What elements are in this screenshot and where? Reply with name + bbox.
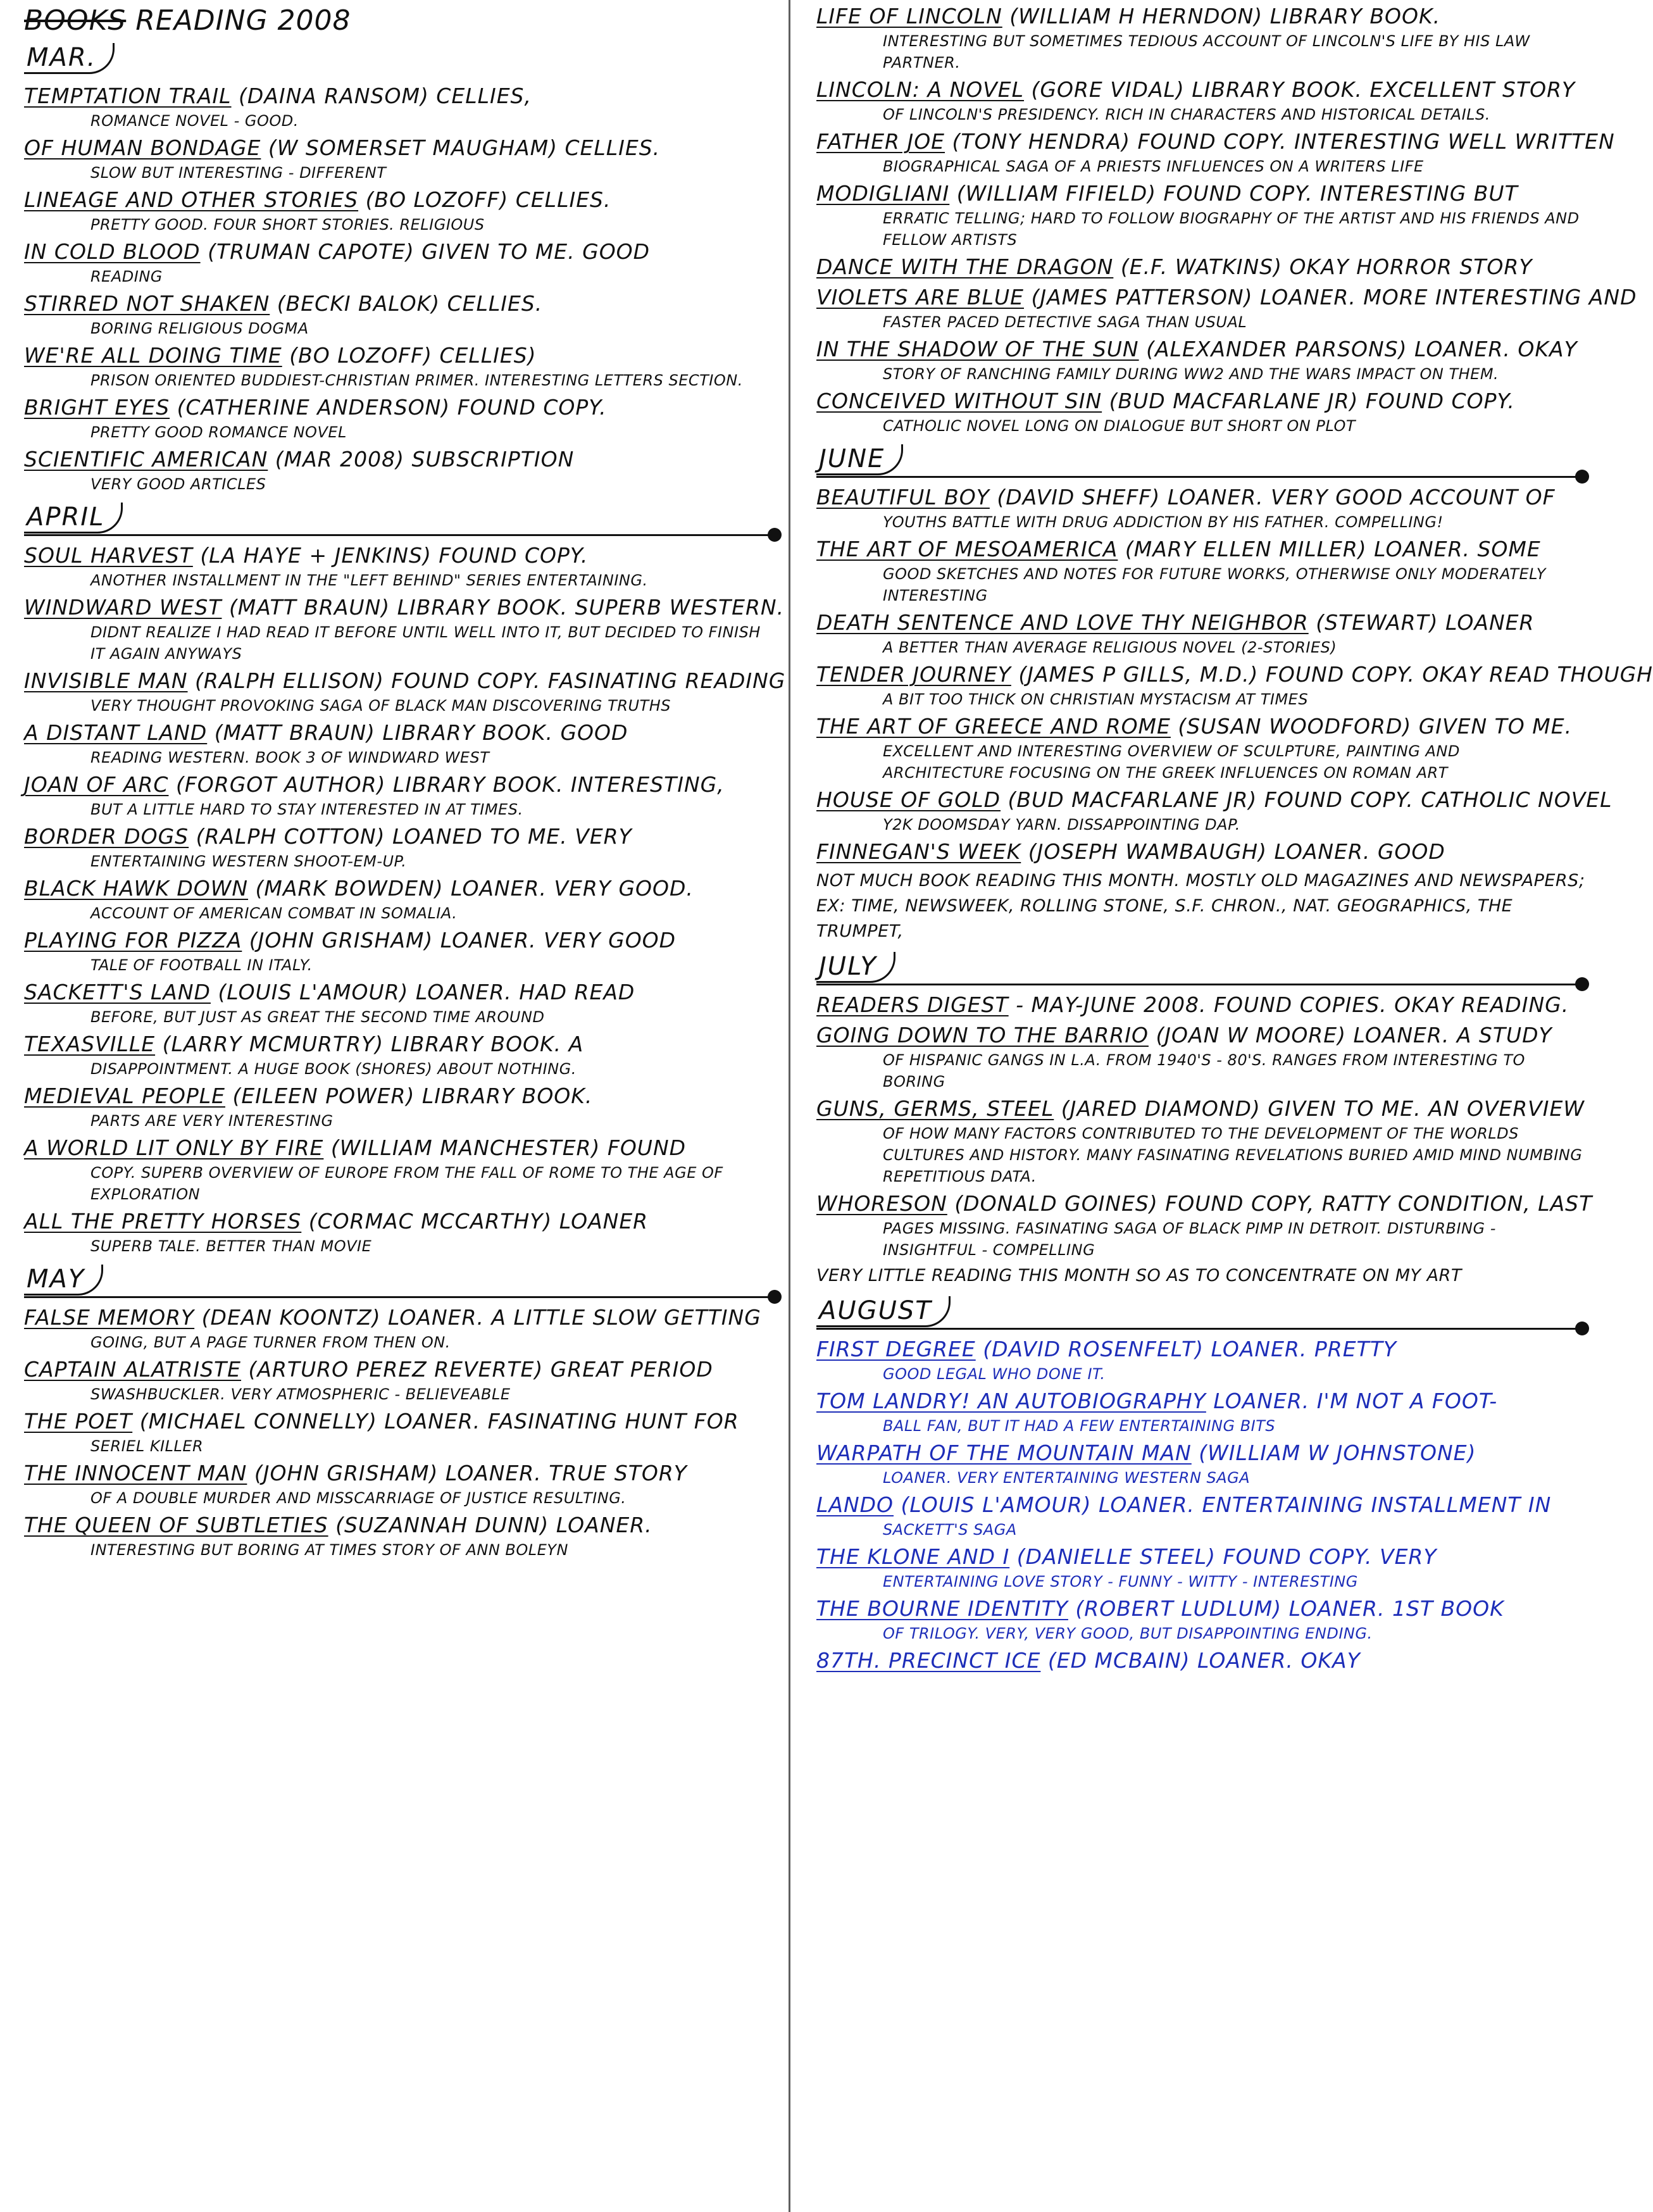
book-title: GOING DOWN TO THE BARRIO <box>816 1023 1149 1047</box>
entry-line <box>24 394 782 422</box>
entry-line <box>24 446 782 473</box>
book-entry <box>24 1304 782 1353</box>
entry-line <box>24 1408 782 1435</box>
book-entry <box>24 82 782 132</box>
entry-line <box>816 786 1612 814</box>
book-details: (BO LOZOFF) CELLIES. <box>365 187 611 213</box>
book-details: (MAR 2008) SUBSCRIPTION <box>275 447 575 472</box>
entry-line <box>816 838 1589 866</box>
entry-line <box>816 3 1589 30</box>
book-title: LINEAGE AND OTHER STORIES <box>24 187 359 213</box>
book-note: BORING RELIGIOUS DOGMA <box>90 320 309 338</box>
entry-line <box>24 342 782 370</box>
book-entry <box>816 609 1589 658</box>
entry-line <box>24 875 782 903</box>
book-title: TENDER JOURNEY <box>816 662 1011 687</box>
book-title: FALSE MEMORY <box>24 1305 195 1330</box>
book-entry <box>816 128 1615 177</box>
book-title: LINCOLN: A NOVEL <box>816 77 1025 102</box>
entry-line <box>24 1208 782 1235</box>
entry-line <box>816 128 1615 156</box>
book-entry <box>816 786 1612 835</box>
month-section <box>24 499 786 1257</box>
book-note: INTERESTING BUT BORING AT TIMES STORY OF ANN BOLEYN <box>90 1541 568 1559</box>
book-note: READING WESTERN. BOOK 3 OF WINDWARD WEST <box>90 749 490 767</box>
month-rule-dot <box>1575 977 1589 991</box>
book-note: PRETTY GOOD. FOUR SHORT STORIES. RELIGIOUS <box>90 216 485 234</box>
book-title: IN THE SHADOW OF THE SUN <box>816 337 1139 361</box>
book-title: THE BOURNE IDENTITY <box>816 1596 1068 1621</box>
book-note: ENTERTAINING WESTERN SHOOT-EM-UP. <box>90 853 407 871</box>
book-note: TALE OF FOOTBALL IN ITALY. <box>90 956 313 975</box>
book-title: THE KLONE AND I <box>816 1544 1010 1569</box>
entry-line <box>24 290 782 318</box>
right-column <box>804 0 1653 2212</box>
book-note: OF HOW MANY FACTORS CONTRIBUTED TO THE DEVELOPMENT OF THE WORLDS CULTURES AND HISTORY. MANY FASINATING REVELATIONS BURIED AMID MIND NUMBING REPETITIOUS DATA. <box>883 1125 1583 1185</box>
book-details: (WILLIAM FIFIELD) FOUND COPY. INTERESTING BUT <box>956 181 1518 206</box>
month-rule-line <box>24 1296 777 1298</box>
month-rule-dot <box>1575 1322 1589 1335</box>
book-entry <box>24 1408 782 1457</box>
book-note: GOOD LEGAL WHO DONE IT. <box>883 1365 1106 1383</box>
book-entry <box>24 542 782 591</box>
book-title: ALL THE PRETTY HORSES <box>24 1209 302 1234</box>
month-remark: NOT MUCH BOOK READING THIS MONTH. MOSTLY OLD MAGAZINES AND NEWSPAPERS; EX: TIME, NEWSWEEK, ROLLING STONE, S.F. CHRON., NAT. GEOGRAPHICS, THE TRUMPET, <box>816 871 1585 941</box>
book-entry <box>24 238 782 287</box>
book-details: (JOHN GRISHAM) LOANER. VERY GOOD <box>249 928 677 953</box>
book-title: 87TH. PRECINCT ICE <box>816 1648 1041 1673</box>
book-entry <box>816 838 1589 866</box>
month-rule-line <box>24 534 777 536</box>
entry-line <box>24 1304 782 1332</box>
month-heading <box>816 948 1589 989</box>
book-note: SUPERB TALE. BETTER THAN MOVIE <box>90 1237 372 1256</box>
entry-line <box>816 387 1589 415</box>
book-title: DANCE WITH THE DRAGON <box>816 254 1114 279</box>
book-entry <box>816 1491 1589 1540</box>
book-details: (ED MCBAIN) LOANER. OKAY <box>1047 1648 1361 1673</box>
book-note: READING <box>90 268 163 286</box>
book-details: (JAMES P GILLS, M.D.) FOUND COPY. OKAY READ THOUGH <box>1018 662 1653 687</box>
book-note: OF A DOUBLE MURDER AND MISSCARRIAGE OF JUSTICE RESULTING. <box>90 1489 627 1508</box>
entry-line <box>24 1082 782 1110</box>
book-details: (STEWART) LOANER <box>1316 610 1535 635</box>
book-title: WARPATH OF THE MOUNTAIN MAN <box>816 1440 1192 1465</box>
book-title: CONCEIVED WITHOUT SIN <box>816 389 1102 413</box>
book-details: (LARRY MCMURTRY) LIBRARY BOOK. A <box>162 1032 584 1057</box>
book-entry <box>816 387 1589 437</box>
book-title: BRIGHT EYES <box>24 395 170 420</box>
month-label: MAY <box>24 1265 103 1296</box>
entry-line <box>816 1095 1589 1123</box>
book-entry <box>24 1082 782 1132</box>
entry-line <box>816 484 1589 511</box>
book-entry <box>816 1387 1589 1437</box>
book-note: PRISON ORIENTED BUDDIEST-CHRISTIAN PRIMER. INTERESTING LETTERS SECTION. <box>90 372 743 390</box>
book-details: LOANER. I'M NOT A FOOT- <box>1213 1389 1498 1413</box>
book-entry <box>816 1439 1589 1489</box>
book-entry <box>816 661 1653 710</box>
book-entry <box>816 284 1637 333</box>
book-note: OF TRILOGY. VERY, VERY GOOD, BUT DISAPPOINTING ENDING. <box>883 1625 1373 1642</box>
book-note: OF LINCOLN'S PRESIDENCY. RICH IN CHARACTERS AND HISTORICAL DETAILS. <box>883 106 1490 123</box>
book-details: (DONALD GOINES) FOUND COPY, RATTY CONDITION, LAST <box>954 1191 1593 1216</box>
entry-line <box>24 186 782 214</box>
book-entry <box>816 3 1589 73</box>
entry-line <box>816 1595 1589 1623</box>
book-title: PLAYING FOR PIZZA <box>24 928 242 953</box>
book-note: BALL FAN, BUT IT HAD A FEW ENTERTAINING BITS <box>883 1417 1276 1435</box>
book-entry <box>816 76 1589 125</box>
book-details: (RALPH ELLISON) FOUND COPY. FASINATING READING <box>195 668 786 694</box>
entry-line <box>24 594 785 622</box>
entry-line <box>816 1543 1589 1571</box>
entry-line <box>816 76 1589 104</box>
month-label: APRIL <box>24 503 123 534</box>
book-details: (BO LOZOFF) CELLIES) <box>289 343 537 368</box>
entry-line <box>816 1439 1589 1467</box>
left-column <box>0 0 786 2212</box>
book-details: (CATHERINE ANDERSON) FOUND COPY. <box>177 395 607 420</box>
entry-line <box>24 667 786 695</box>
month-heading <box>816 1292 1589 1333</box>
book-note: PARTS ARE VERY INTERESTING <box>90 1112 334 1130</box>
struck-header-word: BOOKS <box>24 4 127 37</box>
book-title: LIFE OF LINCOLN <box>816 4 1002 28</box>
book-entry <box>24 823 782 872</box>
book-note: A BIT TOO THICK ON CHRISTIAN MYSTACISM AT TIMES <box>883 690 1309 708</box>
book-details: (MARY ELLEN MILLER) LOANER. SOME <box>1125 537 1541 561</box>
book-entry <box>816 253 1589 281</box>
book-details: (DEAN KOONTZ) LOANER. A LITTLE SLOW GETTING <box>201 1305 761 1330</box>
book-details: (DANIELLE STEEL) FOUND COPY. VERY <box>1016 1544 1437 1569</box>
book-title: READERS DIGEST <box>816 992 1009 1017</box>
month-rule-dot <box>1575 470 1589 484</box>
book-note: SLOW BUT INTERESTING - DIFFERENT <box>90 164 387 182</box>
entry-line <box>816 1190 1593 1218</box>
book-details: (WILLIAM H HERNDON) LIBRARY BOOK. <box>1009 4 1441 28</box>
book-title: THE POET <box>24 1409 133 1434</box>
book-title: DEATH SENTENCE AND LOVE THY NEIGHBOR <box>816 610 1309 635</box>
book-details: (DAINA RANSOM) CELLIES, <box>239 84 532 109</box>
book-details: (JOAN W MOORE) LOANER. A STUDY <box>1156 1023 1552 1047</box>
book-note: BUT A LITTLE HARD TO STAY INTERESTED IN AT TIMES. <box>90 801 523 819</box>
entry-line <box>24 1134 782 1162</box>
book-note: PAGES MISSING. FASINATING SAGA OF BLACK PIMP IN DETROIT. DISTURBING - INSIGHTFUL - COMPELLING <box>883 1220 1496 1259</box>
entry-line <box>816 609 1589 637</box>
book-note: FASTER PACED DETECTIVE SAGA THAN USUAL <box>883 313 1247 331</box>
entry-line <box>816 335 1589 363</box>
entry-line <box>24 927 782 954</box>
book-note: DISAPPOINTMENT. A HUGE BOOK (SHORES) ABOUT NOTHING. <box>90 1060 577 1078</box>
month-section <box>24 1261 782 1561</box>
book-entry <box>24 719 782 768</box>
book-entry <box>816 1595 1589 1644</box>
book-title: A DISTANT LAND <box>24 720 208 746</box>
book-title: MODIGLIANI <box>816 181 950 206</box>
book-title: SCIENTIFIC AMERICAN <box>24 447 268 472</box>
book-entry <box>816 1095 1589 1187</box>
month-section <box>816 948 1593 1289</box>
entry-line <box>816 1335 1589 1363</box>
book-details: (MICHAEL CONNELLY) LOANER. FASINATING HUNT FOR <box>139 1409 739 1434</box>
book-title: HOUSE OF GOLD <box>816 787 1001 812</box>
entry-line <box>24 1030 782 1058</box>
book-note: ERRATIC TELLING; HARD TO FOLLOW BIOGRAPHY OF THE ARTIST AND HIS FRIENDS AND FELLOW ARTISTS <box>883 209 1580 249</box>
book-details: (JARED DIAMOND) GIVEN TO ME. AN OVERVIEW <box>1061 1096 1585 1121</box>
book-entry <box>816 180 1589 251</box>
book-details: (ROBERT LUDLUM) LOANER. 1ST BOOK <box>1075 1596 1504 1621</box>
book-note: INTERESTING BUT SOMETIMES TEDIOUS ACCOUNT OF LINCOLN'S LIFE BY HIS LAW PARTNER. <box>883 32 1530 72</box>
entry-line <box>24 978 782 1006</box>
book-details: (FORGOT AUTHOR) LIBRARY BOOK. INTERESTING, <box>175 772 725 797</box>
book-details: (JOSEPH WAMBAUGH) LOANER. GOOD <box>1028 839 1445 864</box>
book-details: (LOUIS L'AMOUR) LOANER. ENTERTAINING INSTALLMENT IN <box>901 1492 1552 1517</box>
book-title: LANDO <box>816 1492 894 1517</box>
month-section <box>816 441 1653 944</box>
book-entry <box>24 1134 782 1205</box>
month-label: JULY <box>816 952 895 983</box>
entry-line <box>816 991 1589 1019</box>
entry-line <box>816 1387 1589 1415</box>
book-entry <box>24 134 782 184</box>
book-title: A WORLD LIT ONLY BY FIRE <box>24 1135 324 1161</box>
book-note: SACKETT'S SAGA <box>883 1521 1017 1539</box>
book-details: (JAMES PATTERSON) LOANER. MORE INTERESTING AND <box>1031 285 1637 309</box>
book-title: WHORESON <box>816 1191 947 1216</box>
book-note: DIDNT REALIZE I HAD READ IT BEFORE UNTIL WELL INTO IT, BUT DECIDED TO FINISH IT AGAIN ANYWAYS <box>90 623 761 663</box>
month-section <box>816 3 1637 437</box>
book-note: YOUTHS BATTLE WITH DRUG ADDICTION BY HIS FATHER. COMPELLING! <box>883 513 1444 531</box>
book-entry <box>24 1208 782 1257</box>
book-details: (LA HAYE + JENKINS) FOUND COPY. <box>200 543 589 568</box>
book-details: (MATT BRAUN) LIBRARY BOOK. SUPERB WESTERN. <box>228 595 785 620</box>
book-entry <box>816 1543 1589 1592</box>
entry-line <box>816 253 1589 281</box>
month-heading <box>24 39 782 80</box>
book-title: IN COLD BLOOD <box>24 239 201 265</box>
book-note: ANOTHER INSTALLMENT IN THE "LEFT BEHIND" SERIES ENTERTAINING. <box>90 572 648 590</box>
book-entry <box>24 1459 782 1509</box>
entry-line <box>816 1647 1589 1675</box>
book-details: (MATT BRAUN) LIBRARY BOOK. GOOD <box>214 720 628 746</box>
book-entry <box>816 535 1589 606</box>
column-divider <box>789 0 790 2212</box>
book-entry <box>24 290 782 339</box>
entry-line <box>24 771 782 799</box>
book-note: GOING, BUT A PAGE TURNER FROM THEN ON. <box>90 1334 451 1352</box>
book-entry <box>24 1356 782 1405</box>
book-title: OF HUMAN BONDAGE <box>24 135 261 161</box>
entry-line <box>816 713 1589 740</box>
left-sections <box>24 39 786 1561</box>
book-title: FINNEGAN'S WEEK <box>816 839 1021 864</box>
book-note: ROMANCE NOVEL - GOOD. <box>90 112 299 130</box>
book-title: BEAUTIFUL BOY <box>816 485 990 509</box>
book-details: (JOHN GRISHAM) LOANER. TRUE STORY <box>254 1461 687 1486</box>
book-details: (ARTURO PEREZ REVERTE) GREAT PERIOD <box>248 1357 713 1382</box>
right-sections <box>816 3 1653 1675</box>
book-note: SWASHBUCKLER. VERY ATMOSPHERIC - BELIEVEABLE <box>90 1385 511 1404</box>
book-entry <box>24 342 782 391</box>
entry-line <box>816 1022 1589 1049</box>
book-entry <box>24 927 782 976</box>
book-title: VIOLETS ARE BLUE <box>816 285 1024 309</box>
book-note: LOANER. VERY ENTERTAINING WESTERN SAGA <box>883 1469 1251 1487</box>
book-title: TOM LANDRY! AN AUTOBIOGRAPHY <box>816 1389 1206 1413</box>
book-note: EXCELLENT AND INTERESTING OVERVIEW OF SCULPTURE, PAINTING AND ARCHITECTURE FOCUSING ON THE GREEK INFLUENCES ON ROMAN ART <box>883 742 1460 782</box>
entry-line <box>24 82 782 110</box>
book-note: COPY. SUPERB OVERVIEW OF EUROPE FROM THE FALL OF ROME TO THE AGE OF EXPLORATION <box>90 1164 723 1204</box>
book-details: (RALPH COTTON) LOANED TO ME. VERY <box>196 824 632 849</box>
book-title: CAPTAIN ALATRISTE <box>24 1357 242 1382</box>
book-title: FIRST DEGREE <box>816 1337 976 1361</box>
entry-line <box>24 238 782 266</box>
book-entry <box>816 335 1589 385</box>
month-remark: VERY LITTLE READING THIS MONTH SO AS TO CONCENTRATE ON MY ART <box>816 1266 1462 1285</box>
book-title: TEMPTATION TRAIL <box>24 84 232 109</box>
book-details: (WILLIAM W JOHNSTONE) <box>1199 1440 1476 1465</box>
book-details: (DAVID ROSENFELT) LOANER. PRETTY <box>983 1337 1397 1361</box>
book-title: THE INNOCENT MAN <box>24 1461 247 1486</box>
book-details: (TRUMAN CAPOTE) GIVEN TO ME. GOOD <box>208 239 651 265</box>
month-rule-dot <box>768 528 782 542</box>
book-details: (SUSAN WOODFORD) GIVEN TO ME. <box>1178 714 1573 739</box>
month-rule-line <box>816 1328 1584 1330</box>
book-title: STIRRED NOT SHAKEN <box>24 291 270 316</box>
book-details: - MAY-JUNE 2008. FOUND COPIES. OKAY READING. <box>1016 992 1569 1017</box>
book-entry <box>816 1647 1589 1675</box>
book-title: FATHER JOE <box>816 129 945 154</box>
month-label: MAR. <box>24 43 115 74</box>
book-title: INVISIBLE MAN <box>24 668 188 694</box>
book-note: SERIEL KILLER <box>90 1437 204 1456</box>
book-entry <box>24 1511 782 1561</box>
month-rule-dot <box>768 1290 782 1304</box>
entry-line <box>816 284 1637 311</box>
month-heading <box>816 441 1589 481</box>
month-rule-line <box>816 476 1584 478</box>
entry-line <box>24 1356 782 1384</box>
entry-line <box>816 661 1653 689</box>
book-details: (CORMAC MCCARTHY) LOANER <box>308 1209 649 1234</box>
month-section <box>24 39 782 495</box>
book-entry <box>24 978 782 1028</box>
book-details: (DAVID SHEFF) LOANER. VERY GOOD ACCOUNT OF <box>997 485 1556 509</box>
month-section <box>816 1292 1589 1675</box>
book-details: (MARK BOWDEN) LOANER. VERY GOOD. <box>255 876 694 901</box>
book-note: BIOGRAPHICAL SAGA OF A PRIESTS INFLUENCES ON A WRITERS LIFE <box>883 158 1424 175</box>
book-details: (BECKI BALOK) CELLIES. <box>277 291 543 316</box>
book-entry <box>24 186 782 235</box>
book-note: ENTERTAINING LOVE STORY - FUNNY - WITTY - INTERESTING <box>883 1573 1358 1590</box>
month-label: AUGUST <box>816 1296 951 1327</box>
book-entry <box>816 1190 1593 1261</box>
book-details: (WILLIAM MANCHESTER) FOUND <box>330 1135 687 1161</box>
book-title: TEXASVILLE <box>24 1032 156 1057</box>
book-entry <box>816 484 1589 533</box>
book-title: BLACK HAWK DOWN <box>24 876 249 901</box>
month-rule-line <box>816 984 1584 985</box>
entry-line <box>24 134 782 162</box>
book-note: ACCOUNT OF AMERICAN COMBAT IN SOMALIA. <box>90 904 458 923</box>
book-note: OF HISPANIC GANGS IN L.A. FROM 1940'S - 80'S. RANGES FROM INTERESTING TO BORING <box>883 1051 1525 1090</box>
book-entry <box>816 1335 1589 1385</box>
book-entry <box>24 1030 782 1080</box>
book-title: SACKETT'S LAND <box>24 980 211 1005</box>
book-title: THE ART OF MESOAMERICA <box>816 537 1118 561</box>
entry-line <box>24 1511 782 1539</box>
book-title: SOUL HARVEST <box>24 543 193 568</box>
book-title: WINDWARD WEST <box>24 595 222 620</box>
book-title: MEDIEVAL PEOPLE <box>24 1084 225 1109</box>
book-entry <box>24 875 782 924</box>
book-note: VERY THOUGHT PROVOKING SAGA OF BLACK MAN DISCOVERING TRUTHS <box>90 697 671 715</box>
book-details: (BUD MACFARLANE JR) FOUND COPY. <box>1109 389 1515 413</box>
book-details: (TONY HENDRA) FOUND COPY. INTERESTING WELL WRITTEN <box>952 129 1615 154</box>
book-note: VERY GOOD ARTICLES <box>90 475 266 494</box>
book-details: (EILEEN POWER) LIBRARY BOOK. <box>232 1084 593 1109</box>
book-title: JOAN OF ARC <box>24 772 169 797</box>
entry-line <box>24 719 782 747</box>
book-details: (SUZANNAH DUNN) LOANER. <box>335 1513 652 1538</box>
book-details: (GORE VIDAL) LIBRARY BOOK. EXCELLENT STORY <box>1031 77 1576 102</box>
book-details: (BUD MACFARLANE JR) FOUND COPY. CATHOLIC NOVEL <box>1007 787 1612 812</box>
header-title: READING 2008 <box>135 4 351 37</box>
entry-line <box>816 1491 1589 1519</box>
book-entry <box>816 991 1589 1019</box>
book-title: GUNS, GERMS, STEEL <box>816 1096 1054 1121</box>
book-title: THE ART OF GREECE AND ROME <box>816 714 1171 739</box>
book-entry <box>24 446 782 495</box>
book-entry <box>816 1022 1589 1092</box>
book-entry <box>24 394 782 443</box>
book-note: A BETTER THAN AVERAGE RELIGIOUS NOVEL (2-STORIES) <box>883 639 1337 656</box>
month-heading <box>24 1261 782 1301</box>
book-note: CATHOLIC NOVEL LONG ON DIALOGUE BUT SHORT ON PLOT <box>883 417 1356 435</box>
month-label: JUNE <box>816 444 903 475</box>
book-title: WE'RE ALL DOING TIME <box>24 343 282 368</box>
book-details: (LOUIS L'AMOUR) LOANER. HAD READ <box>218 980 635 1005</box>
book-note: Y2K DOOMSDAY YARN. DISSAPPOINTING DAP. <box>883 816 1240 834</box>
month-heading <box>24 499 782 539</box>
book-entry <box>24 667 786 716</box>
book-entry <box>24 771 782 820</box>
book-details: (E.F. WATKINS) OKAY HORROR STORY <box>1120 254 1533 279</box>
book-entry <box>816 713 1589 784</box>
book-note: STORY OF RANCHING FAMILY DURING WW2 AND THE WARS IMPACT ON THEM. <box>883 365 1499 383</box>
book-title: BORDER DOGS <box>24 824 189 849</box>
book-note: GOOD SKETCHES AND NOTES FOR FUTURE WORKS, OTHERWISE ONLY MODERATELY INTERESTING <box>883 565 1546 604</box>
entry-line <box>816 180 1589 208</box>
book-note: PRETTY GOOD ROMANCE NOVEL <box>90 423 347 442</box>
entry-line <box>24 542 782 570</box>
page-header <box>24 6 782 35</box>
book-note: BEFORE, BUT JUST AS GREAT THE SECOND TIME AROUND <box>90 1008 545 1027</box>
entry-line <box>816 535 1589 563</box>
book-details: (W SOMERSET MAUGHAM) CELLIES. <box>268 135 661 161</box>
book-entry <box>24 594 785 665</box>
book-details: (ALEXANDER PARSONS) LOANER. OKAY <box>1146 337 1578 361</box>
entry-line <box>24 823 782 851</box>
book-title: THE QUEEN OF SUBTLETIES <box>24 1513 328 1538</box>
entry-line <box>24 1459 782 1487</box>
